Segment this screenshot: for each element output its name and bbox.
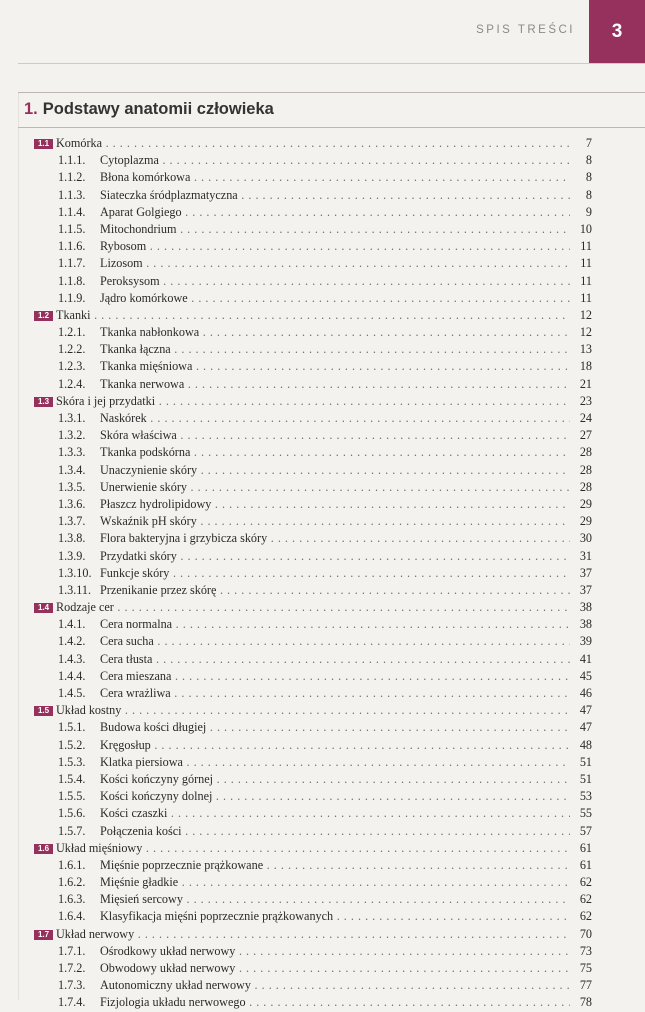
toc-entry-title <box>58 530 570 547</box>
toc-entry-text: Tkanka podskórna <box>100 445 191 460</box>
toc-entry-text: Połączenia kości <box>100 823 182 838</box>
toc-page-number: 78 <box>579 995 592 1010</box>
toc-page-number: 12 <box>579 325 592 340</box>
toc-page-number: 47 <box>579 720 592 735</box>
toc-entry-title <box>58 874 570 891</box>
toc-entry-text: Tkanka mięśniowa <box>100 359 193 374</box>
section-number-badge: 1.5 <box>34 706 53 716</box>
toc-subsection-entry[interactable] <box>22 994 592 1011</box>
toc-page-number: 48 <box>579 737 592 752</box>
toc-subsection-entry[interactable] <box>22 771 592 788</box>
subsection-number: 1.7.1. <box>58 943 86 958</box>
toc-page-number: 57 <box>579 823 592 838</box>
toc-page-number: 8 <box>585 153 592 168</box>
toc-subsection-entry[interactable] <box>22 908 592 925</box>
toc-entry-text: Jądro komórkowe <box>100 290 188 305</box>
toc-entry-text: Kości kończyny górnej <box>100 771 214 786</box>
toc-page-number: 13 <box>579 342 592 357</box>
subsection-number: 1.5.2. <box>58 737 86 752</box>
toc-page-number: 24 <box>579 411 592 425</box>
page-number-tab <box>589 0 645 63</box>
toc-entry-title <box>56 135 570 152</box>
toc-entry-text: Lizosom <box>100 256 143 271</box>
toc-subsection-entry[interactable] <box>22 737 592 754</box>
toc-page-number: 61 <box>579 857 592 872</box>
toc-page-number: 47 <box>579 703 592 718</box>
toc-entry-title <box>58 960 570 977</box>
toc-entry-text: Cera normalna <box>100 617 173 632</box>
subsection-number: 1.2.3. <box>58 359 86 374</box>
toc-entry-text: Skóra i jej przydatki <box>56 393 156 408</box>
toc-page-number: 11 <box>580 273 592 288</box>
toc-page-number: 18 <box>579 359 592 374</box>
toc-entry-text: Siateczka śródplazmatyczna <box>100 187 238 202</box>
toc-entry-text: Kości czaszki <box>100 806 168 821</box>
toc-entry-text: Mięsień sercowy <box>100 892 183 907</box>
toc-entry-text: Układ mięśniowy <box>56 840 143 855</box>
section-number-badge: 1.2 <box>34 311 53 321</box>
toc-page-number: 11 <box>580 290 592 305</box>
toc-subsection-entry[interactable] <box>22 358 592 375</box>
toc-page-number: 38 <box>579 617 592 632</box>
toc-entry-title <box>58 479 570 496</box>
toc-page-number: 30 <box>579 531 592 546</box>
subsection-number: 1.6.4. <box>58 909 86 924</box>
subsection-number: 1.1.3. <box>58 187 86 202</box>
toc-entry-title <box>58 187 570 204</box>
toc-page-number: 53 <box>579 789 592 804</box>
toc-entry-text: Klatka piersiowa <box>100 754 183 769</box>
toc-page-number: 7 <box>585 136 592 150</box>
toc-entry-title <box>56 926 570 943</box>
toc-page-number: 51 <box>579 771 592 786</box>
toc-entry-title <box>56 393 570 410</box>
toc-entry-title <box>58 651 570 668</box>
toc-page-number: 73 <box>579 943 592 958</box>
section-number-badge: 1.4 <box>34 603 53 613</box>
toc-subsection-entry[interactable] <box>22 462 592 479</box>
toc-subsection-entry[interactable] <box>22 874 592 891</box>
subsection-number: 1.3.10. <box>58 565 92 580</box>
toc-entry-text: Tkanka łączna <box>100 342 171 357</box>
toc-entry-title <box>58 273 570 290</box>
subsection-number: 1.3.8. <box>58 531 86 546</box>
toc-page-number: 28 <box>579 445 592 460</box>
table-of-contents <box>22 135 592 1012</box>
toc-subsection-entry[interactable] <box>22 565 592 582</box>
toc-entry-text: Klasyfikacja mięśni poprzecznie prążkowanych <box>100 909 334 924</box>
toc-entry-title <box>58 152 570 169</box>
toc-entry-text: Budowa kości długiej <box>100 720 207 735</box>
section-number-badge: 1.7 <box>34 930 53 940</box>
subsection-number: 1.7.2. <box>58 961 86 975</box>
toc-section-entry[interactable] <box>22 926 592 943</box>
toc-entry-title <box>58 255 570 272</box>
toc-page-number: 21 <box>579 376 592 391</box>
toc-subsection-entry[interactable] <box>22 530 592 547</box>
toc-entry-text: Unaczynienie skóry <box>100 462 198 477</box>
subsection-number: 1.3.6. <box>58 496 86 511</box>
toc-subsection-entry[interactable] <box>22 943 592 960</box>
toc-subsection-entry[interactable] <box>22 548 592 565</box>
toc-entry-text: Płaszcz hydrolipidowy <box>100 496 212 511</box>
toc-subsection-entry[interactable] <box>22 977 592 994</box>
subsection-number: 1.2.4. <box>58 376 86 391</box>
toc-entry-title <box>56 307 570 324</box>
subsection-number: 1.1.1. <box>58 153 86 168</box>
toc-subsection-entry[interactable] <box>22 221 592 238</box>
toc-page-number: 8 <box>585 170 592 185</box>
toc-page-number: 9 <box>585 204 592 219</box>
toc-subsection-entry[interactable] <box>22 823 592 840</box>
toc-entry-title <box>58 685 570 702</box>
toc-entry-text: Cera sucha <box>100 634 154 649</box>
toc-entry-title <box>58 788 570 805</box>
toc-subsection-entry[interactable] <box>22 685 592 702</box>
toc-entry-title <box>58 444 570 461</box>
toc-page-number: 11 <box>580 256 592 271</box>
toc-subsection-entry[interactable] <box>22 376 592 393</box>
toc-subsection-entry[interactable] <box>22 651 592 668</box>
toc-page-number: 38 <box>579 600 592 615</box>
toc-entry-title <box>58 668 570 685</box>
toc-entry-title <box>58 908 570 925</box>
toc-page-number: 61 <box>579 840 592 855</box>
subsection-number: 1.2.2. <box>58 342 86 357</box>
toc-page-number: 70 <box>579 926 592 941</box>
subsection-number: 1.6.3. <box>58 892 86 907</box>
toc-entry-text: Rybosom <box>100 239 147 254</box>
toc-entry-text: Flora bakteryjna i grzybicza skóry <box>100 531 268 546</box>
section-number-badge: 1.1 <box>34 139 53 149</box>
toc-entry-title <box>58 994 570 1011</box>
toc-subsection-entry[interactable] <box>22 273 592 290</box>
section-number-badge: 1.6 <box>34 844 53 854</box>
subsection-number: 1.4.3. <box>58 651 86 666</box>
toc-subsection-entry[interactable] <box>22 513 592 530</box>
toc-entry-text: Tkanka nabłonkowa <box>100 325 200 340</box>
chapter-title-text: Podstawy anatomii człowieka <box>42 100 274 118</box>
subsection-number: 1.7.4. <box>58 995 86 1010</box>
subsection-number: 1.5.3. <box>58 754 86 769</box>
toc-section-entry[interactable] <box>22 599 592 616</box>
toc-subsection-entry[interactable] <box>22 496 592 513</box>
subsection-number: 1.1.8. <box>58 273 86 288</box>
toc-section-entry[interactable] <box>22 702 592 719</box>
toc-entry-title <box>58 427 570 444</box>
toc-entry-title <box>58 221 570 238</box>
subsection-number: 1.5.4. <box>58 771 86 786</box>
toc-subsection-entry[interactable] <box>22 479 592 496</box>
toc-page-number: 75 <box>579 961 592 975</box>
subsection-number: 1.3.7. <box>58 514 86 529</box>
toc-entry-title <box>58 805 570 822</box>
toc-entry-title <box>58 513 570 530</box>
subsection-number: 1.6.2. <box>58 875 86 890</box>
toc-entry-title <box>58 496 570 513</box>
toc-entry-title <box>58 204 570 221</box>
toc-subsection-entry[interactable] <box>22 324 592 341</box>
toc-entry-title <box>58 977 570 994</box>
toc-entry-text: Obwodowy układ nerwowy <box>100 961 236 975</box>
toc-entry-text: Tkanka nerwowa <box>100 376 185 391</box>
toc-entry-text: Cytoplazma <box>100 153 159 168</box>
toc-subsection-entry[interactable] <box>22 582 592 599</box>
toc-section-entry[interactable] <box>22 393 592 410</box>
subsection-number: 1.3.9. <box>58 548 86 563</box>
subsection-number: 1.5.7. <box>58 823 86 838</box>
toc-subsection-entry[interactable] <box>22 857 592 874</box>
subsection-number: 1.1.2. <box>58 170 86 185</box>
subsection-number: 1.3.5. <box>58 479 86 494</box>
toc-entry-text: Skóra właściwa <box>100 428 177 443</box>
toc-entry-text: Cera tłusta <box>100 651 153 666</box>
toc-page-number: 29 <box>579 496 592 511</box>
toc-page-number: 28 <box>579 462 592 477</box>
toc-page-number: 41 <box>579 651 592 666</box>
toc-entry-title <box>58 943 570 960</box>
subsection-number: 1.3.1. <box>58 411 86 425</box>
subsection-number: 1.5.1. <box>58 720 86 735</box>
toc-page-number: 37 <box>579 565 592 580</box>
toc-entry-text: Peroksysom <box>100 273 160 288</box>
subsection-number: 1.5.6. <box>58 806 86 821</box>
toc-entry-title <box>58 582 570 599</box>
toc-subsection-entry[interactable] <box>22 633 592 650</box>
toc-subsection-entry[interactable] <box>22 169 592 186</box>
running-head: SPIS TREŚCI <box>476 24 575 36</box>
toc-entry-text: Cera wrażliwa <box>100 686 171 700</box>
subsection-number: 1.4.4. <box>58 668 86 683</box>
toc-entry-title <box>58 891 570 908</box>
subsection-number: 1.2.1. <box>58 325 86 340</box>
toc-entry-text: Aparat Golgiego <box>100 204 182 219</box>
toc-page-number: 45 <box>579 668 592 683</box>
toc-entry-title <box>58 341 570 358</box>
page-margin-line <box>18 92 19 1000</box>
toc-entry-text: Funkcje skóry <box>100 565 170 580</box>
toc-page-number: 37 <box>579 582 592 597</box>
toc-page-number: 10 <box>579 221 592 236</box>
toc-entry-title <box>58 358 570 375</box>
toc-page-number: 46 <box>579 686 592 700</box>
toc-entry-text: Kręgosłup <box>100 737 151 752</box>
subsection-number: 1.1.9. <box>58 290 86 305</box>
section-number-badge: 1.3 <box>34 397 53 407</box>
toc-entry-title <box>58 290 570 307</box>
toc-entry-text: Tkanki <box>56 307 91 322</box>
toc-entry-text: Błona komórkowa <box>100 170 191 185</box>
toc-entry-text: Mięśnie poprzecznie prążkowane <box>100 857 264 872</box>
toc-subsection-entry[interactable] <box>22 427 592 444</box>
toc-page-number: 23 <box>579 393 592 408</box>
subsection-number: 1.1.5. <box>58 221 86 236</box>
toc-entry-title <box>58 376 570 393</box>
toc-entry-title <box>58 823 570 840</box>
toc-subsection-entry[interactable] <box>22 444 592 461</box>
toc-page-number: 62 <box>579 909 592 924</box>
chapter-number: 1. <box>24 100 38 118</box>
toc-entry-text: Ośrodkowy układ nerwowy <box>100 943 236 958</box>
toc-subsection-entry[interactable] <box>22 290 592 307</box>
toc-entry-title <box>56 599 570 616</box>
subsection-number: 1.7.3. <box>58 978 86 993</box>
toc-entry-text: Układ kostny <box>56 703 122 718</box>
toc-entry-title <box>58 565 570 582</box>
subsection-number: 1.4.5. <box>58 686 86 700</box>
toc-entry-text: Fizjologia układu nerwowego <box>100 995 246 1010</box>
toc-entry-title <box>56 702 570 719</box>
subsection-number: 1.6.1. <box>58 857 86 872</box>
subsection-number: 1.1.7. <box>58 256 86 271</box>
toc-subsection-entry[interactable] <box>22 754 592 771</box>
toc-entry-title <box>58 324 570 341</box>
toc-entry-text: Przydatki skóry <box>100 548 177 563</box>
toc-entry-text: Cera mieszana <box>100 668 172 683</box>
toc-entry-text: Kości kończyny dolnej <box>100 789 213 804</box>
toc-page-number: 62 <box>579 892 592 907</box>
toc-entry-title <box>58 238 570 255</box>
toc-entry-title <box>58 719 570 736</box>
subsection-number: 1.1.4. <box>58 204 86 219</box>
toc-entry-title <box>58 633 570 650</box>
toc-entry-title <box>58 169 570 186</box>
toc-entry-text: Układ nerwowy <box>56 926 135 941</box>
subsection-number: 1.3.11. <box>58 582 92 597</box>
toc-entry-title <box>58 616 570 633</box>
toc-page-number: 55 <box>579 806 592 821</box>
toc-entry-title <box>58 771 570 788</box>
toc-page-number: 51 <box>579 754 592 769</box>
toc-page-number: 62 <box>579 875 592 890</box>
toc-entry-title <box>56 840 570 857</box>
toc-entry-title <box>58 857 570 874</box>
toc-entry-text: Unerwienie skóry <box>100 479 187 494</box>
toc-subsection-entry[interactable] <box>22 668 592 685</box>
toc-subsection-entry[interactable] <box>22 204 592 221</box>
toc-subsection-entry[interactable] <box>22 788 592 805</box>
subsection-number: 1.3.3. <box>58 445 86 460</box>
subsection-number: 1.5.5. <box>58 789 86 804</box>
toc-page-number: 11 <box>580 239 592 254</box>
toc-subsection-entry[interactable] <box>22 805 592 822</box>
toc-subsection-entry[interactable] <box>22 891 592 908</box>
toc-subsection-entry[interactable] <box>22 187 592 204</box>
toc-entry-text: Wskaźnik pH skóry <box>100 514 197 529</box>
toc-section-entry[interactable] <box>22 840 592 857</box>
toc-page-number: 39 <box>579 634 592 649</box>
toc-entry-text: Komórka <box>56 136 103 150</box>
toc-entry-title <box>58 754 570 771</box>
subsection-number: 1.1.6. <box>58 239 86 254</box>
page-number: 3 <box>611 20 623 42</box>
toc-page-number: 77 <box>579 978 592 993</box>
toc-subsection-entry[interactable] <box>22 616 592 633</box>
toc-entry-title <box>58 737 570 754</box>
toc-entry-text: Autonomiczny układ nerwowy <box>100 978 251 993</box>
toc-section-entry[interactable] <box>22 135 592 152</box>
toc-page-number: 8 <box>585 187 592 202</box>
toc-page-number: 27 <box>579 428 592 443</box>
toc-section-entry[interactable] <box>22 307 592 324</box>
subsection-number: 1.4.1. <box>58 617 86 632</box>
toc-page-number: 28 <box>579 479 592 494</box>
toc-page-number: 29 <box>579 514 592 529</box>
header-rule <box>18 63 645 64</box>
toc-subsection-entry[interactable] <box>22 255 592 272</box>
toc-entry-title <box>58 462 570 479</box>
subsection-number: 1.3.4. <box>58 462 86 477</box>
subsection-number: 1.4.2. <box>58 634 86 649</box>
toc-subsection-entry[interactable] <box>22 410 592 427</box>
toc-entry-text: Przenikanie przez skórę <box>100 582 217 597</box>
toc-entry-text: Naskórek <box>100 411 147 425</box>
toc-subsection-entry[interactable] <box>22 341 592 358</box>
toc-subsection-entry[interactable] <box>22 152 592 169</box>
toc-page-number: 12 <box>579 307 592 322</box>
toc-entry-text: Mitochondrium <box>100 221 177 236</box>
toc-entry-text: Mięśnie gładkie <box>100 875 179 890</box>
chapter-title <box>24 100 274 119</box>
toc-entry-title <box>58 410 570 427</box>
toc-page-number: 31 <box>579 548 592 563</box>
toc-subsection-entry[interactable] <box>22 238 592 255</box>
toc-entry-text: Rodzaje cer <box>56 600 114 615</box>
toc-subsection-entry[interactable] <box>22 960 592 977</box>
subsection-number: 1.3.2. <box>58 428 86 443</box>
chapter-heading <box>18 92 645 128</box>
toc-subsection-entry[interactable] <box>22 719 592 736</box>
toc-entry-title <box>58 548 570 565</box>
